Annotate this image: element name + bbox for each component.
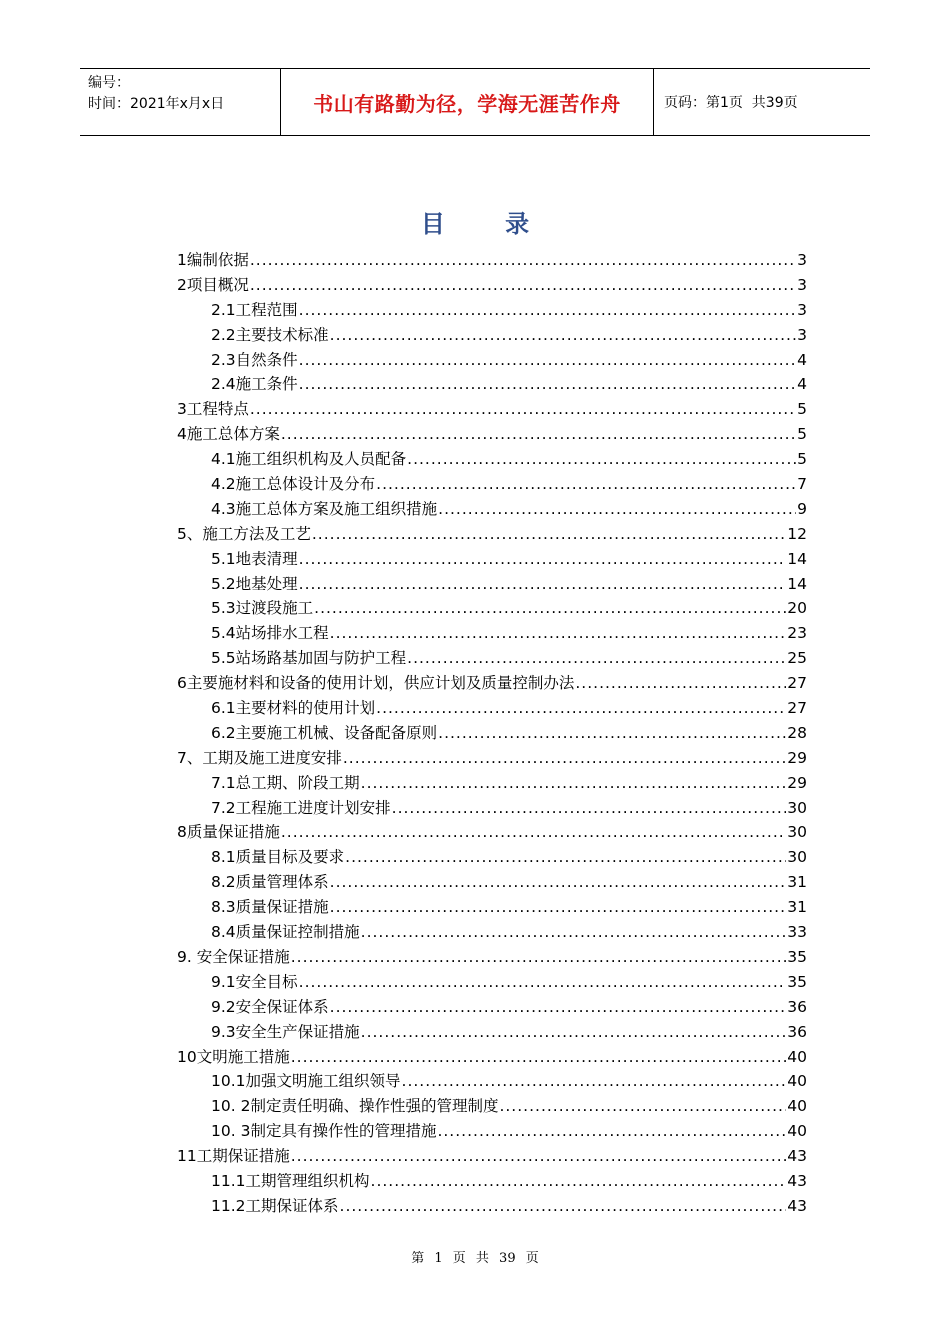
toc-entry-label: 8.3质量保证措施	[211, 898, 329, 917]
toc-entry-label: 8质量保证措施	[177, 823, 280, 842]
toc-entry-page: 3	[797, 300, 807, 319]
toc-entry-label: 6主要施材料和设备的使用计划，供应计划及质量控制办法	[177, 674, 575, 693]
toc-entry[interactable]	[177, 1119, 807, 1144]
toc-entry-label: 8.2质量管理体系	[211, 873, 329, 892]
toc-entry[interactable]	[177, 696, 807, 721]
toc-leader-dots	[407, 646, 786, 671]
toc-entry-label: 5.2地基处理	[211, 574, 298, 593]
toc-entry-page: 4	[797, 350, 807, 369]
toc-entry-label: 7.2工程施工进度计划安排	[211, 798, 391, 817]
toc-leader-dots	[299, 298, 796, 323]
toc-entry-page: 30	[787, 823, 807, 842]
toc-leader-dots	[330, 323, 796, 348]
toc-leader-dots	[330, 895, 787, 920]
toc-leader-dots	[499, 1094, 786, 1119]
toc-entry-label: 5、施工方法及工艺	[177, 524, 311, 543]
toc-entry-label: 3工程特点	[177, 400, 249, 419]
toc-entry-page: 30	[787, 848, 807, 867]
toc-entry[interactable]	[177, 771, 807, 796]
toc-entry-page: 30	[787, 798, 807, 817]
toc-leader-dots	[281, 820, 786, 845]
toc-entry[interactable]	[177, 671, 807, 696]
toc-leader-dots	[299, 572, 787, 597]
toc-entry-label: 8.4质量保证控制措施	[211, 923, 360, 942]
toc-leader-dots	[575, 671, 786, 696]
header-meta	[80, 69, 281, 135]
toc-entry-page: 31	[787, 873, 807, 892]
toc-entry[interactable]	[177, 820, 807, 845]
toc-entry-label: 5.5站场路基加固与防护工程	[211, 649, 407, 668]
toc-entry-label: 5.4站场排水工程	[211, 624, 329, 643]
toc-entry[interactable]	[177, 1069, 807, 1094]
toc-leader-dots	[250, 273, 796, 298]
toc-entry-page: 5	[797, 400, 807, 419]
toc-entry-label: 2项目概况	[177, 275, 249, 294]
toc-entry[interactable]	[177, 621, 807, 646]
toc-entry-label: 10文明施工措施	[177, 1047, 290, 1066]
toc-entry[interactable]	[177, 1094, 807, 1119]
toc-entry[interactable]	[177, 323, 807, 348]
toc-entry-label: 10. 3制定具有操作性的管理措施	[211, 1122, 437, 1141]
toc-entry-label: 9.2安全保证体系	[211, 997, 329, 1016]
toc-entry[interactable]	[177, 298, 807, 323]
toc-entry-page: 43	[787, 1147, 807, 1166]
toc-entry-page: 29	[787, 748, 807, 767]
toc-entry[interactable]	[177, 1144, 807, 1169]
toc-entry[interactable]	[177, 796, 807, 821]
toc-entry-label: 8.1质量目标及要求	[211, 848, 345, 867]
document-header	[80, 68, 870, 136]
toc-entry-page: 20	[787, 599, 807, 618]
header-motto: 书山有路勤为径，学海无涯苦作舟	[281, 69, 654, 135]
toc-entry[interactable]	[177, 895, 807, 920]
number-label: 编号：	[88, 75, 130, 91]
toc-entry-page: 36	[787, 997, 807, 1016]
toc-entry-page: 14	[787, 549, 807, 568]
toc-entry-page: 3	[797, 325, 807, 344]
toc-entry[interactable]	[177, 1045, 807, 1070]
toc-entry[interactable]	[177, 1194, 807, 1219]
toc-entry[interactable]	[177, 870, 807, 895]
toc-entry-page: 4	[797, 375, 807, 394]
toc-entry-page: 43	[787, 1171, 807, 1190]
toc-entry-label: 10. 2制定责任明确、操作性强的管理制度	[211, 1097, 499, 1116]
date-label: 时间：2021年x月x日	[88, 96, 225, 112]
toc-entry-label: 4施工总体方案	[177, 425, 280, 444]
toc-leader-dots	[361, 771, 787, 796]
toc-leader-dots	[376, 472, 796, 497]
toc-entry-label: 11工期保证措施	[177, 1147, 290, 1166]
toc-entry-label: 11.1工期管理组织机构	[211, 1171, 370, 1190]
toc-entry-page: 35	[787, 972, 807, 991]
toc-leader-dots	[407, 447, 796, 472]
toc-entry-label: 1编制依据	[177, 251, 249, 269]
toc-entry[interactable]	[177, 447, 807, 472]
toc-entry-label: 2.3自然条件	[211, 350, 298, 369]
toc-entry[interactable]	[177, 995, 807, 1020]
toc-leader-dots	[345, 845, 786, 870]
toc-entry-page: 9	[797, 499, 807, 518]
toc-entry[interactable]	[177, 248, 807, 273]
toc-entry[interactable]	[177, 522, 807, 547]
toc-entry-page: 40	[787, 1122, 807, 1141]
toc-entry[interactable]	[177, 348, 807, 373]
toc-entry-label: 9. 安全保证措施	[177, 947, 290, 966]
toc-entry[interactable]	[177, 472, 807, 497]
toc-entry-page: 7	[797, 475, 807, 494]
toc-entry-label: 4.1施工组织机构及人员配备	[211, 450, 407, 469]
toc-leader-dots	[299, 372, 796, 397]
table-of-contents	[177, 248, 807, 1219]
toc-entry-label: 2.4施工条件	[211, 375, 298, 394]
toc-leader-dots	[437, 1119, 786, 1144]
toc-leader-dots	[376, 696, 786, 721]
toc-entry-page: 3	[797, 251, 807, 269]
toc-entry-page: 28	[787, 723, 807, 742]
toc-entry-label: 9.1安全目标	[211, 972, 298, 991]
toc-entry-page: 40	[787, 1047, 807, 1066]
toc-leader-dots	[312, 522, 786, 547]
toc-leader-dots	[250, 397, 796, 422]
toc-leader-dots	[438, 721, 786, 746]
toc-entry[interactable]	[177, 920, 807, 945]
toc-entry-page: 5	[797, 425, 807, 444]
toc-leader-dots	[330, 621, 787, 646]
toc-entry-page: 27	[787, 699, 807, 718]
toc-entry-label: 5.1地表清理	[211, 549, 298, 568]
toc-entry[interactable]	[177, 646, 807, 671]
toc-entry[interactable]	[177, 1020, 807, 1045]
toc-entry[interactable]	[177, 273, 807, 298]
toc-entry-label: 9.3安全生产保证措施	[211, 1022, 360, 1041]
toc-entry[interactable]	[177, 372, 807, 397]
toc-entry-label: 11.2工期保证体系	[211, 1196, 339, 1215]
toc-entry-label: 6.1主要材料的使用计划	[211, 699, 376, 718]
toc-leader-dots	[299, 348, 796, 373]
toc-leader-dots	[340, 1194, 787, 1219]
toc-entry[interactable]	[177, 422, 807, 447]
toc-entry-page: 33	[787, 923, 807, 942]
toc-entry-page: 3	[797, 275, 807, 294]
toc-entry-label: 7.1总工期、阶段工期	[211, 773, 360, 792]
toc-leader-dots	[330, 870, 787, 895]
toc-entry-label: 4.3施工总体方案及施工组织措施	[211, 499, 438, 518]
toc-leader-dots	[330, 995, 787, 1020]
toc-leader-dots	[291, 1144, 787, 1169]
toc-entry-label: 4.2施工总体设计及分布	[211, 475, 376, 494]
toc-entry[interactable]	[177, 497, 807, 522]
toc-leader-dots	[291, 1045, 787, 1070]
toc-title: 目 录	[420, 210, 556, 238]
page-footer: 第 1 页 共 39 页	[411, 1251, 539, 1266]
toc-entry-page: 5	[797, 450, 807, 469]
toc-entry[interactable]	[177, 970, 807, 995]
toc-leader-dots	[361, 1020, 787, 1045]
toc-entry[interactable]	[177, 945, 807, 970]
toc-entry-label: 7、工期及施工进度安排	[177, 748, 342, 767]
toc-entry-page: 36	[787, 1022, 807, 1041]
toc-leader-dots	[250, 248, 796, 273]
toc-leader-dots	[291, 945, 787, 970]
toc-entry-label: 10.1加强文明施工组织领导	[211, 1072, 401, 1091]
toc-leader-dots	[392, 796, 787, 821]
toc-entry-label: 6.2主要施工机械、设备配备原则	[211, 723, 438, 742]
toc-entry-label: 5.3过渡段施工	[211, 599, 314, 618]
toc-entry[interactable]	[177, 572, 807, 597]
toc-entry-page: 25	[787, 649, 807, 668]
toc-entry-page: 40	[787, 1072, 807, 1091]
toc-entry-page: 40	[787, 1097, 807, 1116]
toc-leader-dots	[343, 746, 786, 771]
toc-entry-page: 12	[787, 524, 807, 543]
toc-leader-dots	[299, 970, 787, 995]
toc-leader-dots	[371, 1169, 787, 1194]
toc-leader-dots	[361, 920, 787, 945]
toc-entry-label: 2.2主要技术标准	[211, 325, 329, 344]
toc-entry-label: 2.1工程范围	[211, 300, 298, 319]
toc-leader-dots	[281, 422, 796, 447]
toc-entry[interactable]	[177, 596, 807, 621]
toc-leader-dots	[438, 497, 796, 522]
toc-entry[interactable]	[177, 746, 807, 771]
toc-entry[interactable]	[177, 1169, 807, 1194]
toc-entry-page: 43	[787, 1196, 807, 1215]
toc-entry-page: 35	[787, 947, 807, 966]
toc-entry-page: 31	[787, 898, 807, 917]
toc-entry-page: 29	[787, 773, 807, 792]
toc-entry[interactable]	[177, 845, 807, 870]
page-info-text: 页码：第1页 共39页	[664, 95, 798, 111]
toc-entry-page: 23	[787, 624, 807, 643]
toc-entry[interactable]	[177, 547, 807, 572]
header-page-info	[654, 69, 870, 135]
toc-entry[interactable]	[177, 721, 807, 746]
toc-entry[interactable]	[177, 397, 807, 422]
toc-entry-page: 27	[787, 674, 807, 693]
toc-leader-dots	[314, 596, 786, 621]
toc-entry-page: 14	[787, 574, 807, 593]
toc-leader-dots	[402, 1069, 787, 1094]
toc-leader-dots	[299, 547, 787, 572]
